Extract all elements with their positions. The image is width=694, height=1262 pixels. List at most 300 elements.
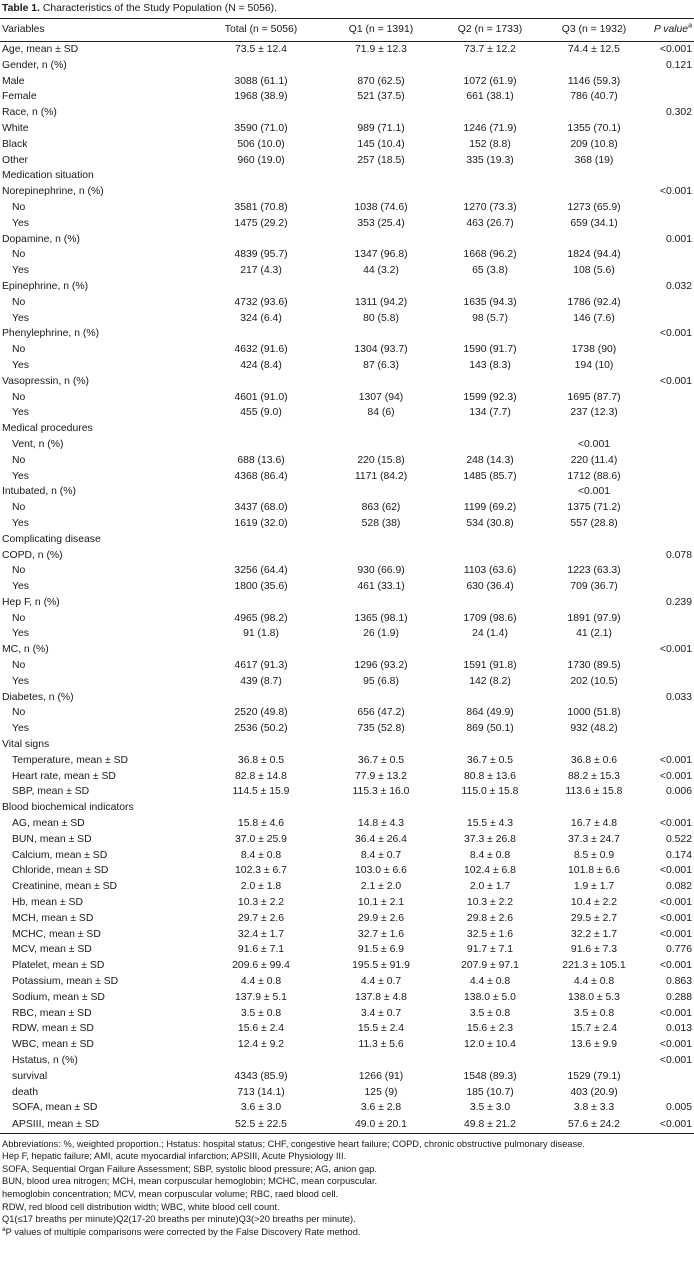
table-row bbox=[0, 342, 694, 358]
cell-q3 bbox=[544, 184, 644, 200]
cell-q1 bbox=[326, 642, 436, 658]
cell-p-value bbox=[644, 342, 694, 358]
cell-q1: 870 (62.5) bbox=[357, 75, 405, 87]
cell-total: 3590 (71.0) bbox=[234, 122, 288, 134]
cell-p-value: <0.001 bbox=[659, 328, 692, 340]
cell-q3: 32.2 ± 1.7 bbox=[570, 928, 618, 940]
table-row bbox=[0, 1100, 694, 1116]
table-row bbox=[0, 705, 694, 721]
cell-q1: 220 (15.8) bbox=[357, 454, 405, 466]
cell-p-value bbox=[644, 295, 694, 311]
cell-q1: 115.3 ± 16.0 bbox=[352, 786, 410, 798]
cell-p-value: 0.302 bbox=[665, 107, 692, 119]
cell-total: 455 (9.0) bbox=[240, 407, 282, 419]
cell-q3: 786 (40.7) bbox=[570, 91, 618, 103]
cell-p-value bbox=[644, 263, 694, 279]
cell-p-value: <0.001 bbox=[659, 912, 692, 924]
cell-p-value: 0.288 bbox=[665, 991, 692, 1003]
cell-q3: 16.7 ± 4.8 bbox=[570, 818, 618, 830]
footnote bbox=[2, 1175, 694, 1188]
table-row bbox=[0, 579, 694, 595]
row-label: MCHC, mean ± SD bbox=[12, 928, 101, 940]
cell-q3: 1529 (79.1) bbox=[567, 1070, 621, 1082]
row-label: AG, mean ± SD bbox=[12, 818, 85, 830]
cell-total: 37.0 ± 25.9 bbox=[235, 833, 287, 845]
cell-p-value: <0.001 bbox=[659, 1039, 692, 1051]
cell-total: 688 (13.6) bbox=[237, 454, 285, 466]
cell-q1 bbox=[326, 737, 436, 753]
footnote bbox=[2, 1150, 694, 1163]
row-label: White bbox=[2, 122, 29, 134]
cell-q3: 1695 (87.7) bbox=[567, 391, 621, 403]
cell-q2 bbox=[436, 421, 544, 437]
table-row bbox=[0, 453, 694, 469]
cell-p-value bbox=[644, 500, 694, 516]
cell-q1: 84 (6) bbox=[367, 407, 395, 419]
cell-q3 bbox=[544, 326, 644, 342]
cell-q2: 207.9 ± 97.1 bbox=[461, 960, 519, 972]
cell-p-value bbox=[644, 1085, 694, 1101]
row-label: Vent, n (%) bbox=[12, 438, 64, 450]
cell-p-value bbox=[644, 532, 694, 548]
cell-q2: 152 (8.8) bbox=[469, 138, 511, 150]
cell-total bbox=[196, 1053, 326, 1069]
cell-total: 2536 (50.2) bbox=[234, 723, 288, 735]
cell-p-value: <0.001 bbox=[659, 44, 692, 55]
cell-q3 bbox=[544, 168, 644, 184]
cell-p-value bbox=[644, 516, 694, 532]
cell-q2: 248 (14.3) bbox=[466, 454, 514, 466]
cell-q1: 95 (6.8) bbox=[363, 675, 399, 687]
row-label: SOFA, mean ± SD bbox=[12, 1102, 98, 1114]
cell-q2 bbox=[436, 690, 544, 706]
cell-p-value bbox=[644, 674, 694, 690]
cell-q1 bbox=[326, 184, 436, 200]
row-label: Gender, n (%) bbox=[2, 59, 67, 71]
cell-q3: 1824 (94.4) bbox=[567, 249, 621, 261]
cell-q1 bbox=[326, 690, 436, 706]
cell-q2 bbox=[436, 105, 544, 121]
row-label: Medication situation bbox=[2, 170, 94, 182]
cell-p-value: <0.001 bbox=[659, 897, 692, 909]
cell-q3: 15.7 ± 2.4 bbox=[570, 1023, 618, 1035]
cell-p-value: <0.001 bbox=[659, 1007, 692, 1019]
cell-q3: 659 (34.1) bbox=[570, 217, 618, 229]
row-label: Age, mean ± SD bbox=[2, 44, 79, 55]
table-row bbox=[0, 1006, 694, 1022]
cell-q3 bbox=[544, 800, 644, 816]
cell-q3: <0.001 bbox=[577, 438, 611, 450]
row-label: SBP, mean ± SD bbox=[12, 786, 90, 798]
row-label: Complicating disease bbox=[2, 533, 101, 545]
cell-q1: 735 (52.8) bbox=[357, 723, 405, 735]
cell-p-value bbox=[644, 800, 694, 816]
table-row bbox=[0, 469, 694, 485]
footnote-text: Abbreviations: %, weighted proportion.; Hstatus: hospital status; CHF, congestive heart failure; COPD, chronic obstructive pulmonary disease. bbox=[2, 1138, 585, 1149]
cell-total: 73.5 ± 12.4 bbox=[235, 44, 287, 55]
table-row bbox=[0, 832, 694, 848]
cell-q1 bbox=[326, 374, 436, 390]
cell-q3: 41 (2.1) bbox=[576, 628, 612, 640]
cell-q1: 3.6 ± 2.8 bbox=[360, 1102, 402, 1114]
cell-q3: 37.3 ± 24.7 bbox=[568, 833, 620, 845]
cell-total bbox=[196, 105, 326, 121]
cell-p-value: <0.001 bbox=[659, 865, 692, 877]
table-row bbox=[0, 1085, 694, 1101]
row-label: Hb, mean ± SD bbox=[12, 897, 83, 909]
table-row bbox=[0, 737, 694, 753]
row-label: WBC, mean ± SD bbox=[12, 1039, 94, 1051]
cell-q3: <0.001 bbox=[577, 486, 611, 498]
table-row bbox=[0, 295, 694, 311]
cell-q3: 4.4 ± 0.8 bbox=[573, 976, 615, 988]
cell-q3 bbox=[544, 232, 644, 248]
row-label: Yes bbox=[12, 517, 29, 529]
row-label: No bbox=[12, 502, 26, 514]
cell-q3: 74.4 ± 12.5 bbox=[568, 44, 620, 55]
cell-q2: 335 (19.3) bbox=[466, 154, 514, 166]
table-row bbox=[0, 816, 694, 832]
row-label: Yes bbox=[12, 359, 29, 371]
cell-q3: 1375 (71.2) bbox=[567, 502, 621, 514]
table-row bbox=[0, 121, 694, 137]
cell-total: 137.9 ± 5.1 bbox=[235, 991, 287, 1003]
table-row bbox=[0, 405, 694, 421]
cell-q1: 1171 (84.2) bbox=[354, 470, 408, 482]
cell-total: 15.8 ± 4.6 bbox=[237, 818, 285, 830]
cell-p-value: <0.001 bbox=[659, 754, 692, 766]
footnote bbox=[2, 1163, 694, 1176]
cell-p-value: <0.001 bbox=[659, 186, 692, 198]
cell-p-value: 0.013 bbox=[665, 1023, 692, 1035]
cell-total bbox=[196, 374, 326, 390]
cell-total: 3437 (68.0) bbox=[234, 502, 288, 514]
cell-q2 bbox=[436, 279, 544, 295]
header-q1: Q1 (n = 1391) bbox=[348, 24, 414, 36]
cell-q2: 98 (5.7) bbox=[472, 312, 508, 324]
cell-q1: 29.9 ± 2.6 bbox=[357, 912, 405, 924]
cell-q3: 237 (12.3) bbox=[570, 407, 618, 419]
row-label: Heart rate, mean ± SD bbox=[12, 770, 116, 782]
cell-q3: 10.4 ± 2.2 bbox=[570, 897, 618, 909]
table-row bbox=[0, 200, 694, 216]
cell-q2: 1270 (73.3) bbox=[463, 201, 517, 213]
cell-q2: 1590 (91.7) bbox=[463, 344, 517, 356]
cell-total: 3256 (64.4) bbox=[234, 565, 288, 577]
cell-total: 713 (14.1) bbox=[237, 1086, 285, 1098]
cell-total: 82.8 ± 14.8 bbox=[235, 770, 287, 782]
row-label: Black bbox=[2, 138, 28, 150]
cell-q2: 115.0 ± 15.8 bbox=[461, 786, 519, 798]
cell-q1: 461 (33.1) bbox=[357, 581, 405, 593]
cell-q1: 863 (62) bbox=[361, 502, 401, 514]
table-row bbox=[0, 184, 694, 200]
cell-total: 15.6 ± 2.4 bbox=[237, 1023, 285, 1035]
row-label: MCH, mean ± SD bbox=[12, 912, 94, 924]
table-row bbox=[0, 326, 694, 342]
cell-total: 2520 (49.8) bbox=[234, 707, 288, 719]
cell-q2: 1591 (91.8) bbox=[463, 660, 517, 672]
cell-q3: 8.5 ± 0.9 bbox=[573, 849, 615, 861]
table-row bbox=[0, 168, 694, 184]
cell-q1: 87 (6.3) bbox=[363, 359, 399, 371]
table-row bbox=[0, 216, 694, 232]
cell-p-value: 0.078 bbox=[665, 549, 692, 561]
cell-q1: 11.3 ± 5.6 bbox=[358, 1039, 404, 1051]
cell-p-value bbox=[644, 311, 694, 327]
cell-total: 1619 (32.0) bbox=[234, 517, 288, 529]
cell-q2: 12.0 ± 10.4 bbox=[464, 1039, 516, 1051]
cell-q2 bbox=[436, 642, 544, 658]
cell-total: 439 (8.7) bbox=[240, 675, 282, 687]
cell-q3: 57.6 ± 24.2 bbox=[568, 1118, 620, 1130]
cell-q1: 3.4 ± 0.7 bbox=[360, 1007, 402, 1019]
cell-q2: 534 (30.8) bbox=[466, 517, 514, 529]
cell-p-value: <0.001 bbox=[659, 375, 692, 387]
cell-q3: 113.6 ± 15.8 bbox=[565, 786, 623, 798]
cell-p-value bbox=[644, 611, 694, 627]
table-row bbox=[0, 595, 694, 611]
cell-q1: 4.4 ± 0.7 bbox=[360, 976, 402, 988]
header-q3: Q3 (n = 1932) bbox=[561, 24, 627, 36]
table-row bbox=[0, 153, 694, 169]
cell-q3 bbox=[544, 421, 644, 437]
table-row bbox=[0, 1037, 694, 1053]
row-label: Hstatus, n (%) bbox=[12, 1055, 78, 1066]
cell-p-value bbox=[644, 658, 694, 674]
row-label: Female bbox=[2, 91, 37, 103]
cell-total bbox=[196, 326, 326, 342]
cell-q2 bbox=[436, 437, 544, 453]
row-label: Other bbox=[2, 154, 28, 166]
cell-p-value bbox=[644, 74, 694, 90]
cell-q2 bbox=[436, 484, 544, 500]
cell-q2: 8.4 ± 0.8 bbox=[469, 849, 511, 861]
cell-q3: 91.6 ± 7.3 bbox=[570, 944, 618, 956]
footnote-marker: a bbox=[2, 1225, 6, 1233]
cell-q2: 463 (26.7) bbox=[466, 217, 514, 229]
cell-total bbox=[196, 168, 326, 184]
footnote-text: Q1(≤17 breaths per minute)Q2(17-20 breaths per minute)Q3(>20 breaths per minute). bbox=[2, 1214, 356, 1225]
cell-total: 4.4 ± 0.8 bbox=[240, 976, 282, 988]
footnote-text: BUN, blood urea nitrogen; MCH, mean corpuscular hemoglobin; MCHC, mean corpuscular. bbox=[2, 1176, 378, 1187]
table-row bbox=[0, 974, 694, 990]
table-row bbox=[0, 421, 694, 437]
cell-q1: 1347 (96.8) bbox=[354, 249, 408, 261]
row-label: Yes bbox=[12, 470, 29, 482]
cell-q2: 32.5 ± 1.6 bbox=[466, 928, 514, 940]
cell-total bbox=[196, 800, 326, 816]
table-row bbox=[0, 74, 694, 90]
row-label: Dopamine, n (%) bbox=[2, 233, 80, 245]
cell-p-value bbox=[644, 626, 694, 642]
cell-q1 bbox=[326, 105, 436, 121]
cell-q2: 1599 (92.3) bbox=[463, 391, 517, 403]
cell-q3: 209 (10.8) bbox=[570, 138, 618, 150]
cell-total: 4839 (95.7) bbox=[234, 249, 288, 261]
cell-p-value: 0.001 bbox=[665, 233, 692, 245]
cell-total: 3088 (61.1) bbox=[234, 75, 288, 87]
row-label: Yes bbox=[12, 581, 29, 593]
cell-q3: 709 (36.7) bbox=[570, 581, 618, 593]
cell-total bbox=[196, 421, 326, 437]
cell-total: 217 (4.3) bbox=[240, 265, 282, 277]
cell-q2: 15.6 ± 2.3 bbox=[466, 1023, 514, 1035]
row-label: No bbox=[12, 249, 26, 261]
cell-q1: 15.5 ± 2.4 bbox=[357, 1023, 405, 1035]
cell-q3: 13.6 ± 9.9 bbox=[570, 1039, 618, 1051]
row-label: death bbox=[12, 1086, 39, 1098]
footnote-text: SOFA, Sequential Organ Failure Assessment; SBP, systolic blood pressure; AG, anion gap. bbox=[2, 1163, 378, 1174]
cell-p-value: <0.001 bbox=[659, 1118, 692, 1130]
footnote bbox=[2, 1201, 694, 1214]
cell-q2: 1199 (69.2) bbox=[463, 502, 517, 514]
cell-q1: 1304 (93.7) bbox=[354, 344, 408, 356]
table-row bbox=[0, 374, 694, 390]
cell-q2 bbox=[436, 1053, 544, 1069]
cell-q1: 137.8 ± 4.8 bbox=[355, 991, 407, 1003]
header-total: Total (n = 5056) bbox=[224, 24, 298, 36]
cell-q3: 1223 (63.3) bbox=[567, 565, 621, 577]
cell-q3: 403 (20.9) bbox=[570, 1086, 618, 1098]
row-label: No bbox=[12, 707, 26, 719]
row-label: Yes bbox=[12, 675, 29, 687]
cell-q1: 91.5 ± 6.9 bbox=[357, 944, 405, 956]
row-label: Chloride, mean ± SD bbox=[12, 865, 109, 877]
cell-q3: 1712 (88.6) bbox=[567, 470, 621, 482]
table-caption-label: Table 1. bbox=[2, 3, 40, 14]
footnote bbox=[2, 1188, 694, 1201]
cell-q2: 65 (3.8) bbox=[472, 265, 508, 277]
cell-q2 bbox=[436, 800, 544, 816]
table-body bbox=[0, 42, 694, 1134]
cell-p-value: <0.001 bbox=[659, 644, 692, 656]
table-row bbox=[0, 437, 694, 453]
header-variables: Variables bbox=[2, 24, 45, 36]
row-label: BUN, mean ± SD bbox=[12, 833, 92, 845]
row-label: No bbox=[12, 454, 26, 466]
table-row bbox=[0, 532, 694, 548]
footnote bbox=[2, 1226, 694, 1239]
row-label: No bbox=[12, 344, 26, 356]
cell-total: 209.6 ± 99.4 bbox=[232, 960, 290, 972]
cell-q3: 1146 (59.3) bbox=[567, 75, 621, 87]
characteristics-table bbox=[0, 18, 694, 1134]
row-label: No bbox=[12, 612, 26, 624]
cell-q3 bbox=[544, 737, 644, 753]
cell-total bbox=[196, 690, 326, 706]
header-p-value-text: P value bbox=[653, 24, 689, 36]
cell-q3: 108 (5.6) bbox=[573, 265, 615, 277]
cell-p-value bbox=[644, 421, 694, 437]
footnote bbox=[2, 1213, 694, 1226]
table-row bbox=[0, 279, 694, 295]
cell-q2: 1485 (85.7) bbox=[463, 470, 517, 482]
cell-q1: 71.9 ± 12.3 bbox=[355, 44, 407, 55]
row-label: Creatinine, mean ± SD bbox=[12, 881, 118, 893]
cell-p-value bbox=[644, 121, 694, 137]
cell-q2 bbox=[436, 326, 544, 342]
cell-total bbox=[196, 548, 326, 564]
cell-q1: 125 (9) bbox=[364, 1086, 398, 1098]
cell-q1 bbox=[326, 532, 436, 548]
cell-q3 bbox=[544, 690, 644, 706]
table-row bbox=[0, 626, 694, 642]
cell-p-value bbox=[644, 737, 694, 753]
cell-q2: 4.4 ± 0.8 bbox=[469, 976, 511, 988]
cell-q2: 142 (8.2) bbox=[469, 675, 511, 687]
row-label: Sodium, mean ± SD bbox=[12, 991, 105, 1003]
cell-p-value: 0.239 bbox=[665, 596, 692, 608]
cell-total: 4617 (91.3) bbox=[234, 660, 288, 672]
cell-p-value: <0.001 bbox=[659, 770, 692, 782]
table-row bbox=[0, 863, 694, 879]
cell-p-value bbox=[644, 390, 694, 406]
cell-p-value: <0.001 bbox=[659, 928, 692, 940]
footnote bbox=[2, 1138, 694, 1151]
row-label: No bbox=[12, 391, 26, 403]
table-row bbox=[0, 247, 694, 263]
row-label: Yes bbox=[12, 265, 29, 277]
cell-q3: 202 (10.5) bbox=[570, 675, 618, 687]
cell-q3 bbox=[544, 374, 644, 390]
row-label: MC, n (%) bbox=[2, 644, 49, 656]
cell-q1: 521 (37.5) bbox=[357, 91, 405, 103]
cell-q2: 91.7 ± 7.1 bbox=[466, 944, 514, 956]
cell-total: 2.0 ± 1.8 bbox=[240, 881, 282, 893]
cell-q1: 77.9 ± 13.2 bbox=[355, 770, 407, 782]
table-row bbox=[0, 105, 694, 121]
row-label: Potassium, mean ± SD bbox=[12, 976, 119, 988]
cell-q1 bbox=[326, 421, 436, 437]
row-label: Calcium, mean ± SD bbox=[12, 849, 108, 861]
cell-q3 bbox=[544, 548, 644, 564]
cell-total: 52.5 ± 22.5 bbox=[235, 1118, 287, 1130]
table-row bbox=[0, 642, 694, 658]
cell-q3 bbox=[544, 279, 644, 295]
row-label: Epinephrine, n (%) bbox=[2, 280, 89, 292]
cell-p-value bbox=[644, 137, 694, 153]
table-row bbox=[0, 263, 694, 279]
table-row bbox=[0, 658, 694, 674]
cell-q2: 1548 (89.3) bbox=[463, 1070, 517, 1082]
cell-p-value: 0.033 bbox=[665, 691, 692, 703]
cell-q3: 1738 (90) bbox=[571, 344, 617, 356]
table-row bbox=[0, 137, 694, 153]
cell-p-value bbox=[644, 247, 694, 263]
table-footnotes bbox=[0, 1134, 694, 1239]
cell-q1: 36.7 ± 0.5 bbox=[357, 754, 405, 766]
table-row bbox=[0, 1069, 694, 1085]
table-header-row bbox=[0, 19, 694, 42]
cell-q1: 26 (1.9) bbox=[363, 628, 399, 640]
cell-q1: 14.8 ± 4.3 bbox=[357, 818, 405, 830]
cell-q1: 989 (71.1) bbox=[357, 122, 405, 134]
row-label: Yes bbox=[12, 312, 29, 324]
cell-q1: 1038 (74.6) bbox=[354, 201, 408, 213]
cell-q1: 1365 (98.1) bbox=[354, 612, 408, 624]
table-row bbox=[0, 942, 694, 958]
cell-p-value bbox=[644, 721, 694, 737]
cell-q3: 36.8 ± 0.6 bbox=[570, 754, 618, 766]
cell-q2: 29.8 ± 2.6 bbox=[466, 912, 514, 924]
cell-q2: 3.5 ± 0.8 bbox=[469, 1007, 511, 1019]
cell-q3: 88.2 ± 15.3 bbox=[568, 770, 620, 782]
table-row bbox=[0, 927, 694, 943]
cell-q1 bbox=[326, 548, 436, 564]
cell-total: 424 (8.4) bbox=[240, 359, 282, 371]
cell-q2: 138.0 ± 5.0 bbox=[464, 991, 516, 1003]
